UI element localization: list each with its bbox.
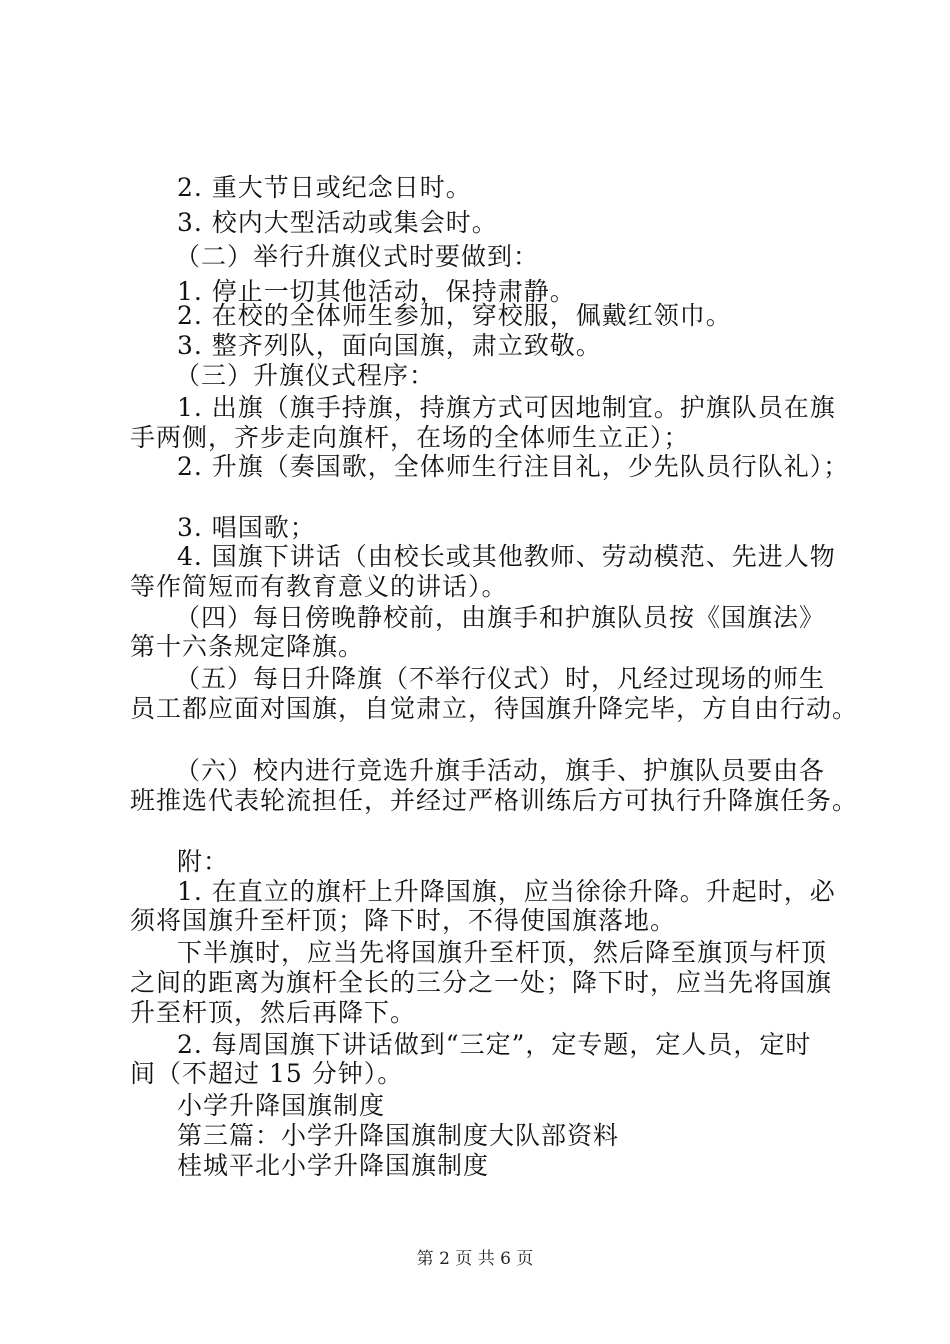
- text-line: 3. 校内大型活动或集会时。: [177, 208, 498, 237]
- text-line: 间（不超过 15 分钟）。: [130, 1059, 404, 1088]
- text-line: 1. 出旗（旗手持旗，持旗方式可因地制宜。护旗队员在旗: [177, 393, 836, 422]
- text-line: 4. 国旗下讲话（由校长或其他教师、劳动模范、先进人物: [177, 542, 836, 571]
- text-line: 之间的距离为旗杆全长的三分之一处；降下时，应当先将国旗: [130, 968, 833, 997]
- text-line: 第十六条规定降旗。: [130, 632, 365, 661]
- text-line: 等作简短而有教育意义的讲话）。: [130, 572, 508, 601]
- text-line: 2. 在校的全体师生参加，穿校服，佩戴红领巾。: [177, 301, 732, 330]
- text-line: 2. 重大节日或纪念日时。: [177, 173, 472, 202]
- text-line: （六）校内进行竞选升旗手活动，旗手、护旗队员要由各: [175, 756, 826, 785]
- text-line: （五）每日升降旗（不举行仪式）时，凡经过现场的师生: [175, 664, 826, 693]
- text-line: （三）升旗仪式程序：: [175, 361, 436, 390]
- text-line: 2. 每周国旗下讲话做到“三定”，定专题，定人员，定时: [177, 1030, 812, 1059]
- text-line: （二）举行升旗仪式时要做到：: [175, 242, 540, 271]
- text-line: 下半旗时，应当先将国旗升至杆顶，然后降至旗顶与杆顶: [177, 938, 828, 967]
- text-line: 升至杆顶，然后再降下。: [130, 998, 417, 1027]
- text-line: 须将国旗升至杆顶；降下时，不得使国旗落地。: [130, 906, 677, 935]
- text-line: （四）每日傍晚静校前，由旗手和护旗队员按《国旗法》: [175, 603, 826, 632]
- text-line: 3. 整齐列队，面向国旗，肃立致敬。: [177, 331, 602, 360]
- text-line: 班推选代表轮流担任，并经过严格训练后方可执行升降旗任务。: [130, 786, 859, 815]
- text-line: 1. 停止一切其他活动，保持肃静。: [177, 277, 576, 306]
- text-line: 第三篇：小学升降国旗制度大队部资料: [177, 1121, 620, 1150]
- text-line: 小学升降国旗制度: [177, 1091, 386, 1120]
- text-line: 手两侧，齐步走向旗杆，在场的全体师生立正）；: [130, 423, 690, 452]
- text-line: 1. 在直立的旗杆上升降国旗，应当徐徐升降。升起时，必: [177, 877, 836, 906]
- text-line: 3. 唱国歌；: [177, 513, 316, 542]
- text-line: 2. 升旗（奏国歌，全体师生行注目礼，少先队员行队礼）；: [177, 452, 850, 481]
- page-footer: 第 2 页 共 6 页: [416, 1249, 534, 1269]
- text-line: 桂城平北小学升降国旗制度: [177, 1151, 490, 1180]
- text-line: 附：: [177, 847, 230, 876]
- text-line: 员工都应面对国旗，自觉肃立，待国旗升降完毕，方自由行动。: [130, 694, 859, 723]
